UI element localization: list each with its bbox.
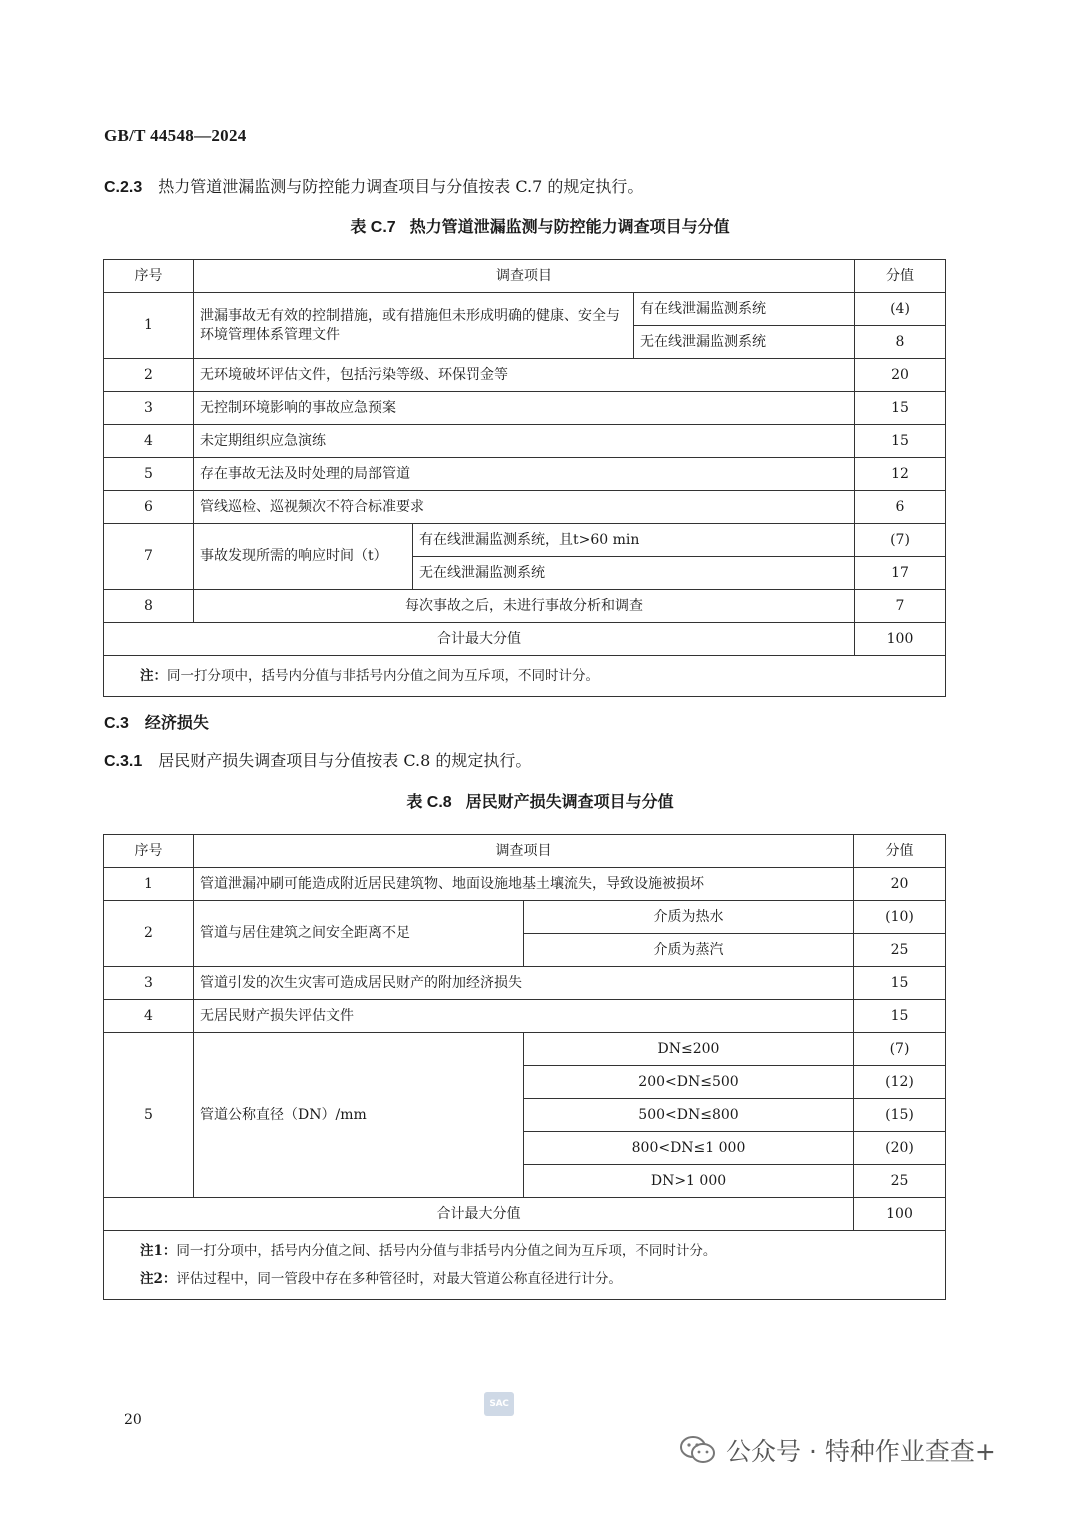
total-label: 合计最大分值	[104, 1198, 854, 1231]
table-c7	[103, 259, 946, 697]
note-text: 评估过程中，同一管段中存在多种管径时，对最大管道公称直径进行计分。	[176, 1271, 622, 1287]
section-number: C.3	[104, 715, 129, 732]
table-row	[104, 1033, 946, 1066]
header-score: 分值	[854, 835, 946, 868]
table-header-row	[104, 835, 946, 868]
row-item: 管道与居住建筑之间安全距离不足	[194, 901, 524, 967]
section-c-3-heading	[104, 710, 209, 733]
row-score: 12	[855, 458, 946, 491]
table-c7-caption	[0, 214, 1080, 237]
table-row	[104, 458, 946, 491]
row-score: (4)	[855, 293, 946, 326]
note-label: 注2：	[140, 1271, 177, 1287]
table-row	[104, 590, 946, 623]
table-row	[104, 967, 946, 1000]
table-c8-number: 表 C.8	[406, 794, 452, 811]
row-score: 17	[855, 557, 946, 590]
note-line	[140, 1265, 909, 1293]
row-item: 泄漏事故无有效的控制措施，或有措施但未形成明确的健康、安全与环境管理体系管理文件	[194, 293, 634, 359]
row-seq: 1	[104, 868, 194, 901]
row-item: 无环境破坏评估文件，包括污染等级、环保罚金等	[194, 359, 855, 392]
row-score: 15	[854, 967, 946, 1000]
row-score: (7)	[855, 524, 946, 557]
note-line	[140, 1237, 909, 1265]
row-score: 8	[855, 326, 946, 359]
clause-number: C.2.3	[104, 179, 143, 196]
row-sub-condition: 介质为蒸汽	[524, 934, 854, 967]
row-score: (15)	[854, 1099, 946, 1132]
row-score: 20	[855, 359, 946, 392]
watermark	[680, 1432, 996, 1468]
total-score: 100	[855, 623, 946, 656]
header-seq: 序号	[104, 260, 194, 293]
row-seq: 3	[104, 967, 194, 1000]
total-label: 合计最大分值	[104, 623, 855, 656]
table-row	[104, 901, 946, 934]
table-c8-caption	[0, 789, 1080, 812]
table-note-row	[104, 656, 946, 697]
row-score: (20)	[854, 1132, 946, 1165]
row-score: 15	[855, 392, 946, 425]
note-label: 注1：	[140, 1243, 177, 1259]
header-score: 分值	[855, 260, 946, 293]
note-label: 注：	[140, 668, 167, 684]
table-c7-number: 表 C.7	[350, 219, 396, 236]
row-sub-condition: 无在线泄漏监测系统	[413, 557, 855, 590]
row-item: 管道引发的次生灾害可造成居民财产的附加经济损失	[194, 967, 854, 1000]
row-sub-condition: 无在线泄漏监测系统	[634, 326, 855, 359]
table-row	[104, 868, 946, 901]
row-score: 15	[855, 425, 946, 458]
row-seq: 2	[104, 901, 194, 967]
section-title: 经济损失	[144, 713, 209, 732]
row-seq: 5	[104, 1033, 194, 1198]
table-note	[104, 1231, 946, 1300]
wechat-icon	[680, 1435, 716, 1465]
row-sub-condition: 介质为热水	[524, 901, 854, 934]
row-sub-condition: DN>1 000	[524, 1165, 854, 1198]
table-row	[104, 491, 946, 524]
row-sub-condition: 500<DN≤800	[524, 1099, 854, 1132]
table-row	[104, 293, 946, 326]
row-score: 20	[854, 868, 946, 901]
clause-c-2-3	[104, 174, 643, 197]
row-item: 未定期组织应急演练	[194, 425, 855, 458]
row-score: 7	[855, 590, 946, 623]
row-score: (7)	[854, 1033, 946, 1066]
row-sub-condition: DN≤200	[524, 1033, 854, 1066]
row-sub-condition: 有在线泄漏监测系统，且t>60 min	[413, 524, 855, 557]
row-item: 无居民财产损失评估文件	[194, 1000, 854, 1033]
table-total-row	[104, 623, 946, 656]
table-note	[104, 656, 946, 697]
row-sub-condition: 800<DN≤1 000	[524, 1132, 854, 1165]
table-row	[104, 524, 946, 557]
table-row	[104, 359, 946, 392]
note-line	[140, 662, 909, 690]
row-score: 15	[854, 1000, 946, 1033]
header-seq: 序号	[104, 835, 194, 868]
clause-text: 热力管道泄漏监测与防控能力调查项目与分值按表 C.7 的规定执行。	[158, 177, 644, 196]
clause-c-3-1	[104, 748, 531, 771]
row-item: 管道泄漏冲刷可能造成附近居民建筑物、地面设施地基土壤流失，导致设施被损坏	[194, 868, 854, 901]
row-score: (10)	[854, 901, 946, 934]
row-item: 管道公称直径（DN）/mm	[194, 1033, 524, 1198]
page-number: 20	[124, 1412, 142, 1428]
row-sub-condition: 有在线泄漏监测系统	[634, 293, 855, 326]
sac-logo: SAC	[484, 1392, 514, 1416]
row-item: 事故发现所需的响应时间（t）	[194, 524, 413, 590]
clause-number: C.3.1	[104, 753, 143, 770]
table-note-row	[104, 1231, 946, 1300]
row-item: 存在事故无法及时处理的局部管道	[194, 458, 855, 491]
watermark-text: 公众号 · 特种作业查查+	[726, 1437, 996, 1466]
row-seq: 7	[104, 524, 194, 590]
table-row	[104, 425, 946, 458]
table-header-row	[104, 260, 946, 293]
clause-text: 居民财产损失调查项目与分值按表 C.8 的规定执行。	[158, 751, 532, 770]
row-score: 6	[855, 491, 946, 524]
row-seq: 4	[104, 425, 194, 458]
table-c8	[103, 834, 946, 1300]
table-c7-title: 热力管道泄漏监测与防控能力调查项目与分值	[409, 217, 730, 236]
row-score: 25	[854, 1165, 946, 1198]
row-seq: 6	[104, 491, 194, 524]
row-seq: 2	[104, 359, 194, 392]
row-item: 无控制环境影响的事故应急预案	[194, 392, 855, 425]
row-seq: 4	[104, 1000, 194, 1033]
table-c8-title: 居民财产损失调查项目与分值	[465, 792, 674, 811]
row-seq: 3	[104, 392, 194, 425]
header-item: 调查项目	[194, 260, 855, 293]
table-row	[104, 1000, 946, 1033]
table-row	[104, 392, 946, 425]
note-text: 同一打分项中，括号内分值与非括号内分值之间为互斥项，不同时计分。	[167, 668, 599, 684]
row-sub-condition: 200<DN≤500	[524, 1066, 854, 1099]
row-seq: 5	[104, 458, 194, 491]
standard-code: GB/T 44548—2024	[104, 126, 247, 145]
note-text: 同一打分项中，括号内分值之间、括号内分值与非括号内分值之间为互斥项，不同时计分。	[176, 1243, 717, 1259]
row-seq: 1	[104, 293, 194, 359]
row-item: 管线巡检、巡视频次不符合标准要求	[194, 491, 855, 524]
table-total-row	[104, 1198, 946, 1231]
total-score: 100	[854, 1198, 946, 1231]
row-score: (12)	[854, 1066, 946, 1099]
row-score: 25	[854, 934, 946, 967]
row-seq: 8	[104, 590, 194, 623]
row-item: 每次事故之后，未进行事故分析和调查	[194, 590, 855, 623]
header-item: 调查项目	[194, 835, 854, 868]
